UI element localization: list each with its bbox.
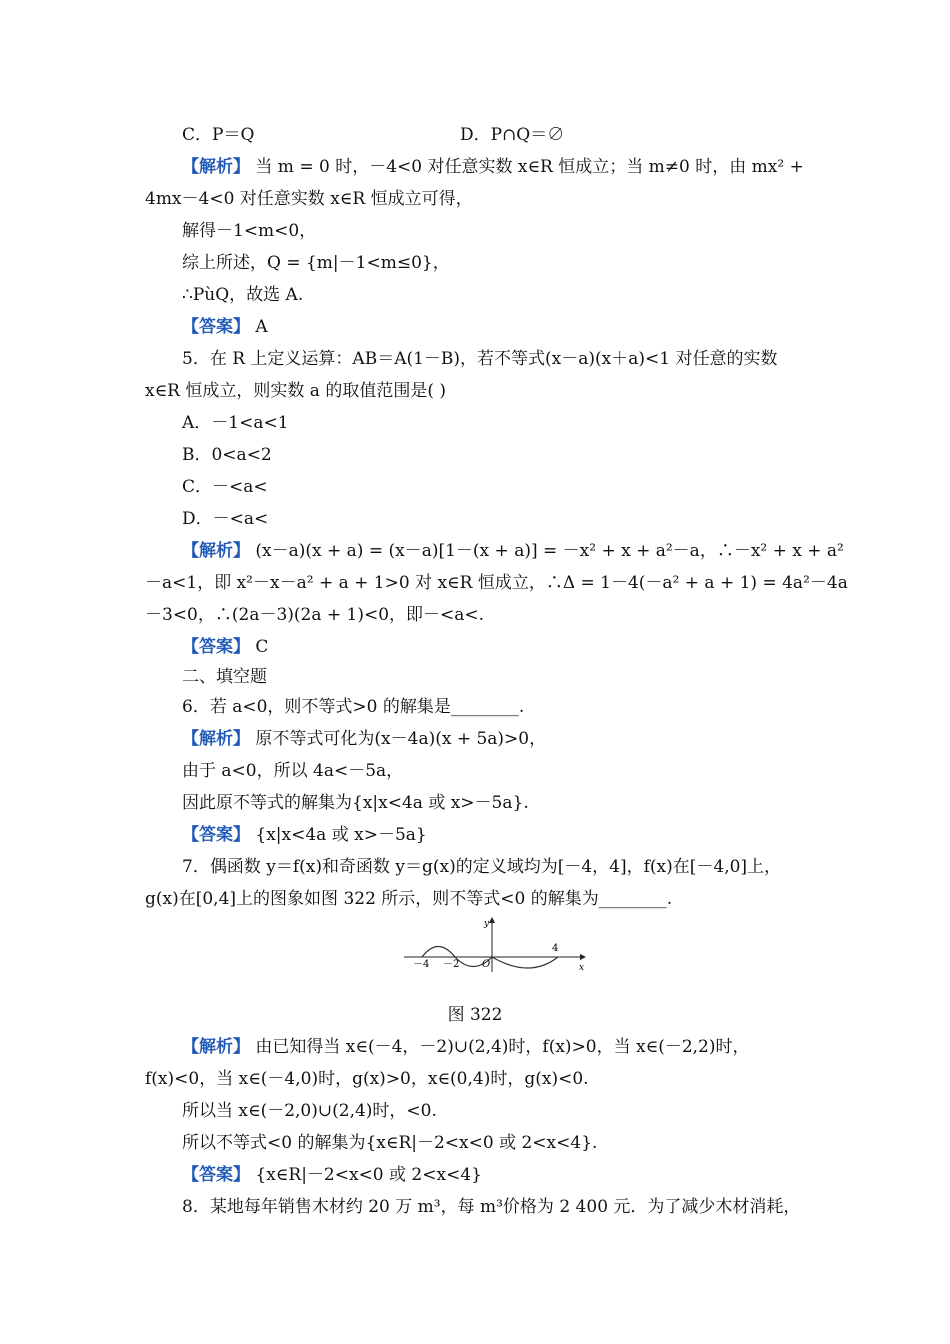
text-line [0, 412, 950, 434]
line-text: g(x)在[0,4]上的图象如图 322 所示，则不等式<0 的解集为________. [145, 889, 673, 909]
line-text: A．－1<a<1 [182, 413, 289, 433]
line-text: 8．某地每年销售木材约 20 万 m³，每 m³价格为 2 400 元．为了减少木材消耗， [182, 1197, 801, 1217]
line-text: {x|x<4a 或 x>－5a} [250, 825, 427, 845]
line-text: 7．偶函数 y＝f(x)和奇函数 y＝g(x)的定义域均为[－4，4]，f(x)在[－4,0]上， [182, 857, 782, 877]
text-line [0, 156, 950, 178]
line-text: 4mx－4<0 对任意实数 x∈R 恒成立可得， [145, 189, 473, 209]
line-text: 5．在 R 上定义运算：AB＝A(1－B)，若不等式(x－a)(x＋a)<1 对任意的实数 [182, 349, 778, 369]
text-line [0, 1036, 950, 1058]
line-text: 当 m = 0 时，－4<0 对任意实数 x∈R 恒成立；当 m≠0 时，由 mx² + [250, 157, 804, 177]
x-axis-arrow-icon [580, 954, 586, 960]
section-tag: 【答案】 [182, 825, 250, 845]
text-line [0, 636, 950, 658]
line-text: D．P∩Q＝∅ [460, 125, 565, 145]
line-text: C [250, 637, 269, 657]
text-line [0, 824, 950, 846]
text-line [0, 540, 950, 562]
text-line [0, 1132, 950, 1154]
function-graph-figure [400, 914, 590, 974]
line-text: 6．若 a<0，则不等式>0 的解集是________. [182, 697, 525, 717]
line-text: C．－<a< [182, 477, 268, 497]
text-line [0, 348, 950, 370]
line-text: 由于 a<0，所以 4a<－5a， [182, 761, 404, 781]
line-text: A [250, 317, 268, 337]
figure-caption: 图 322 [447, 1005, 503, 1025]
line-text: 由已知得当 x∈(－4，－2)∪(2,4)时，f(x)>0，当 x∈(－2,2)时， [250, 1037, 750, 1057]
line-text: －3<0，∴(2a－3)(2a + 1)<0，即－<a<. [145, 605, 485, 625]
text-line [0, 284, 950, 306]
text-line [0, 316, 950, 338]
text-line [0, 1100, 950, 1122]
text-line [0, 124, 950, 146]
text-line [0, 666, 950, 688]
line-text: 所以当 x∈(－2,0)∪(2,4)时，<0. [182, 1101, 437, 1121]
curve-g [492, 957, 558, 968]
line-text: (x－a)(x + a) = (x－a)[1－(x + a)] = －x² + x + a²－a，∴－x² + x + a² [250, 541, 844, 561]
line-text: 解得－1<m<0， [182, 221, 317, 241]
text-line [0, 220, 950, 242]
label-y: y [484, 919, 490, 929]
section-tag: 【解析】 [182, 729, 250, 749]
line-text: 所以不等式<0 的解集为{x∈R|－2<x<0 或 2<x<4}. [182, 1133, 598, 1153]
text-line [0, 792, 950, 814]
line-text: x∈R 恒成立，则实数 a 的取值范围是( ) [145, 381, 446, 401]
text-line [0, 856, 950, 878]
text-line [0, 888, 950, 910]
section-tag: 【解析】 [182, 541, 250, 561]
text-line [0, 572, 950, 594]
line-text: D．－<a< [182, 509, 269, 529]
section-tag: 【答案】 [182, 317, 250, 337]
line-text: －a<1，即 x²－x－a² + a + 1>0 对 x∈R 恒成立，∴Δ = 1－4(－a² + a + 1) = 4a²－4a [145, 573, 848, 593]
text-line [0, 444, 950, 466]
line-text: 因此原不等式的解集为{x|x<4a 或 x>－5a}. [182, 793, 529, 813]
section-tag: 【解析】 [182, 1037, 250, 1057]
section-tag: 【解析】 [182, 157, 250, 177]
text-line [0, 696, 950, 718]
text-line [0, 252, 950, 274]
label-pos4: 4 [552, 943, 559, 954]
text-line [0, 476, 950, 498]
line-text: C．P＝Q [182, 125, 255, 145]
text-line [0, 508, 950, 530]
y-axis-arrow-icon [489, 917, 495, 923]
line-text: B．0<a<2 [182, 445, 272, 465]
text-line [0, 188, 950, 210]
line-text: 原不等式可化为(x－4a)(x + 5a)>0， [250, 729, 547, 749]
text-line [0, 1196, 950, 1218]
text-line [0, 380, 950, 402]
line-text: 综上所述，Q = {m|－1<m≤0}， [182, 253, 450, 273]
text-line [0, 728, 950, 750]
section-tag: 【答案】 [182, 637, 250, 657]
text-line [0, 1068, 950, 1090]
line-text: {x∈R|－2<x<0 或 2<x<4} [250, 1165, 482, 1185]
label-neg4: －4 [413, 959, 430, 970]
line-text: 二、填空题 [182, 667, 267, 687]
line-text: f(x)<0，当 x∈(－4,0)时，g(x)>0，x∈(0,4)时，g(x)<0. [145, 1069, 589, 1089]
section-tag: 【答案】 [182, 1165, 250, 1185]
label-neg2: －2 [443, 959, 460, 970]
text-line [0, 760, 950, 782]
text-line [0, 1164, 950, 1186]
label-x: x [579, 963, 585, 973]
text-line [0, 604, 950, 626]
line-text: ∴PùQ，故选 A. [182, 285, 304, 305]
label-origin: O [482, 959, 491, 970]
